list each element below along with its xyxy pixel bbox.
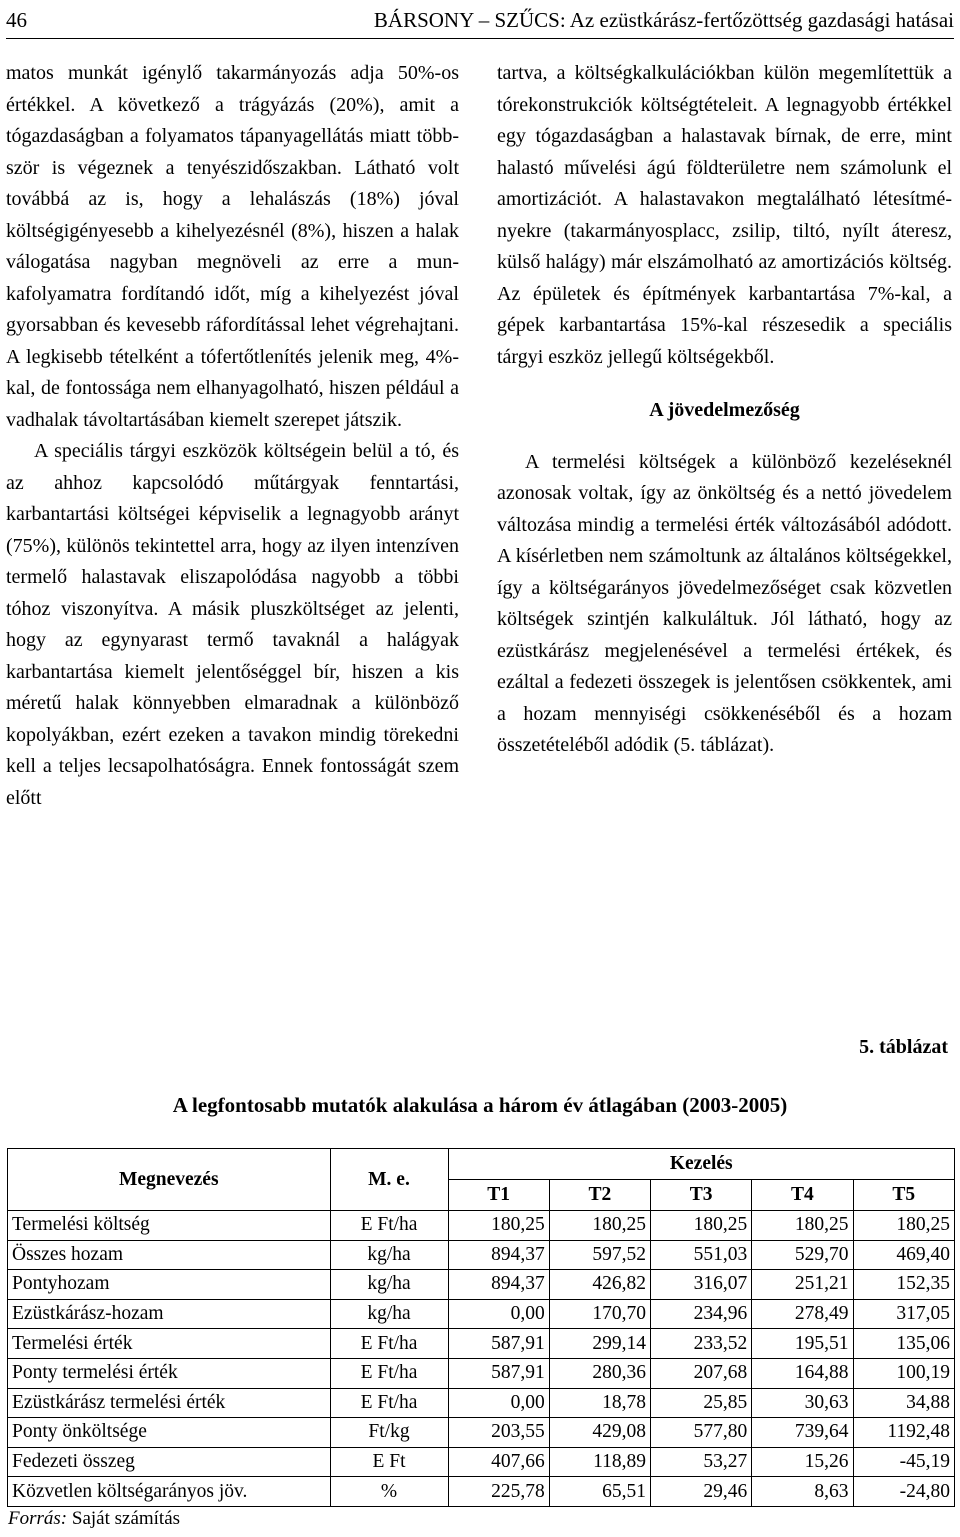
cell-t1: 587,91 <box>448 1358 549 1388</box>
row-name: Ponty önköltsége <box>8 1418 331 1448</box>
cell-t2: 180,25 <box>549 1211 650 1241</box>
row-name: Összes hozam <box>8 1240 331 1270</box>
cell-t2: 118,89 <box>549 1447 650 1477</box>
cell-t5: 100,19 <box>853 1358 955 1388</box>
row-unit: E Ft/ha <box>330 1358 448 1388</box>
cell-t4: 195,51 <box>752 1329 853 1359</box>
right-paragraph-1: tartva, a költségkalkulációkban külön megemlítettük a tórekonstrukciók költségtételeit. A legnagyobb értékkel egy tógazdaságban a halastavak bírnak, de erre, mint halastó művelési ágú földterületre nem számolunk el amortizációt. A halastavakon megtalálható létesítményekre (takarmányosplacc, zsilip, tiltó, nyílt áteresz, külső halágy) már elszámolható az amortizációs költség. Az épületek és építmények karbantartása 7%-kal, a gépek karbantartása 15%-kal részesedik a speciális tárgyi eszköz jellegű költségekből. <box>497 62 952 368</box>
cell-t3: 207,68 <box>651 1358 752 1388</box>
header-t3: T3 <box>651 1180 752 1211</box>
cell-t2: 65,51 <box>549 1477 650 1507</box>
cell-t2: 170,70 <box>549 1299 650 1329</box>
cell-t5: 469,40 <box>853 1240 955 1270</box>
row-unit: kg/ha <box>330 1270 448 1300</box>
cell-t4: 529,70 <box>752 1240 853 1270</box>
source-label: Forrás: <box>8 1508 68 1529</box>
cell-t5: 1192,48 <box>853 1418 955 1448</box>
table-row <box>8 1418 955 1448</box>
running-title: BÁRSONY – SZŰCS: Az ezüstkárász-fertőzöttség gazdasági hatásai <box>373 8 954 32</box>
cell-t4: 8,63 <box>752 1477 853 1507</box>
cell-t5: -45,19 <box>853 1447 955 1477</box>
row-name: Ezüstkárász termelési érték <box>8 1388 331 1418</box>
cell-t5: 34,88 <box>853 1388 955 1418</box>
row-name: Ponty termelési érték <box>8 1358 331 1388</box>
cell-t3: 29,46 <box>651 1477 752 1507</box>
cell-t1: 0,00 <box>448 1388 549 1418</box>
table-row <box>8 1240 955 1270</box>
table-row <box>8 1447 955 1477</box>
cell-t3: 233,52 <box>651 1329 752 1359</box>
cell-t1: 0,00 <box>448 1299 549 1329</box>
header-t1: T1 <box>448 1180 549 1211</box>
cell-t5: 135,06 <box>853 1329 955 1359</box>
table-number: 5. táblázat <box>859 1036 948 1058</box>
cell-t4: 164,88 <box>752 1358 853 1388</box>
header-unit: M. e. <box>330 1149 448 1211</box>
cell-t2: 597,52 <box>549 1240 650 1270</box>
cell-t3: 316,07 <box>651 1270 752 1300</box>
table-body <box>8 1211 955 1507</box>
cell-t5: 152,35 <box>853 1270 955 1300</box>
cell-t3: 25,85 <box>651 1388 752 1418</box>
cell-t2: 429,08 <box>549 1418 650 1448</box>
row-unit: Ft/kg <box>330 1418 448 1448</box>
row-name: Pontyhozam <box>8 1270 331 1300</box>
cell-t2: 299,14 <box>549 1329 650 1359</box>
results-table <box>7 1148 955 1507</box>
cell-t1: 180,25 <box>448 1211 549 1241</box>
row-unit: kg/ha <box>330 1299 448 1329</box>
row-name: Közvetlen költségarányos jöv. <box>8 1477 331 1507</box>
row-name: Ezüstkárász-hozam <box>8 1299 331 1329</box>
row-unit: E Ft/ha <box>330 1211 448 1241</box>
right-column <box>497 58 952 762</box>
row-name: Termelési érték <box>8 1329 331 1359</box>
cell-t2: 426,82 <box>549 1270 650 1300</box>
row-unit: E Ft/ha <box>330 1388 448 1418</box>
section-heading: A jövedelmezőség <box>649 399 800 421</box>
cell-t4: 180,25 <box>752 1211 853 1241</box>
source-text: Saját számítás <box>71 1508 181 1529</box>
table-source <box>8 1508 180 1530</box>
cell-t4: 278,49 <box>752 1299 853 1329</box>
cell-t4: 30,63 <box>752 1388 853 1418</box>
table-row <box>8 1270 955 1300</box>
cell-t5: 317,05 <box>853 1299 955 1329</box>
cell-t2: 280,36 <box>549 1358 650 1388</box>
cell-t4: 251,21 <box>752 1270 853 1300</box>
cell-t1: 225,78 <box>448 1477 549 1507</box>
page-number: 46 <box>6 8 27 32</box>
cell-t3: 551,03 <box>651 1240 752 1270</box>
header-t2: T2 <box>549 1180 650 1211</box>
right-paragraph-2: A termelési költségek a különböző kezeléseknél azonosak voltak, így az önköltség és a nettó jövedelem változása mindig a termelési érték változásából adódott. A kísérletben nem számoltunk az általános költségekkel, így a költségarányos jövedelmezőséget csak közvetlen költségek szintjén kalkuláltuk. Jól látható, hogy az ezüstkárász megjelenésével a termelési értékek, és ezáltal a fedezeti összegek is jelentősen csökkentek, ami a hozam mennyiségi csökkenéséből és a hozam összetételéből adódik (5. táblázat). <box>497 450 952 756</box>
cell-t3: 577,80 <box>651 1418 752 1448</box>
cell-t5: 180,25 <box>853 1211 955 1241</box>
cell-t3: 53,27 <box>651 1447 752 1477</box>
cell-t1: 407,66 <box>448 1447 549 1477</box>
table-row <box>8 1388 955 1418</box>
header-name: Megnevezés <box>8 1149 331 1211</box>
header-t4: T4 <box>752 1180 853 1211</box>
table-row <box>8 1329 955 1359</box>
cell-t4: 15,26 <box>752 1447 853 1477</box>
left-column <box>6 58 459 814</box>
table-row <box>8 1299 955 1329</box>
cell-t4: 739,64 <box>752 1418 853 1448</box>
cell-t3: 234,96 <box>651 1299 752 1329</box>
cell-t1: 203,55 <box>448 1418 549 1448</box>
row-name: Termelési költség <box>8 1211 331 1241</box>
row-unit: kg/ha <box>330 1240 448 1270</box>
row-unit: E Ft <box>330 1447 448 1477</box>
table-row <box>8 1211 955 1241</box>
cell-t1: 587,91 <box>448 1329 549 1359</box>
table-row <box>8 1358 955 1388</box>
cell-t1: 894,37 <box>448 1240 549 1270</box>
row-unit: % <box>330 1477 448 1507</box>
header-t5: T5 <box>853 1180 955 1211</box>
row-unit: E Ft/ha <box>330 1329 448 1359</box>
left-paragraph-1: matos munkát igénylő takarmányozás adja 50%-os értékkel. A következő a trágyázás (20%), amit a tógazdaságban a folyamatos tápanyagellátás miatt többször is végeznek a tenyészidőszakban. Látható volt továbbá az is, hogy a lehalászás (18%) jóval költségigényesebb a kihelyezésnél (8%), hiszen a halak válogatása nagyban megnöveli az erre a munkafolyamatra fordítandó időt, míg a kihelyezést jóval gyorsabban és kevesebb ráfordítással lehet végrehajtani. A legkisebb tételként a tófertőtlenítés jelenik meg, 4%-kal, de fontossága nem elhanyagolható, hiszen például a vadhalak távoltartásában kiemelt szerepet játszik. <box>6 62 459 431</box>
header-group: Kezelés <box>448 1149 955 1180</box>
cell-t5: -24,80 <box>853 1477 955 1507</box>
left-paragraph-2: A speciális tárgyi eszközök költségein belül a tó, és az ahhoz kapcsolódó műtárgyak fenntartási, karbantartási költségei képviselik a legnagyobb arányt (75%), különös tekintettel arra, hogy az ilyen intenzíven termelő halastavak eliszapolódása nagyobb a többi tóhoz viszonyítva. A másik pluszköltséget az jelenti, hogy az egynyarast termő tavaknál a halágyak karbantartása kiemelt jelentőséggel bír, hiszen a kis méretű halak könnyebben elmaradnak a különböző kopolyákban, ezért ezeken a tavakon mindig törekedni kell a teljes lecsapolhatóságra. Ennek fontosságát szem előtt <box>6 440 459 809</box>
running-header <box>6 4 954 39</box>
cell-t3: 180,25 <box>651 1211 752 1241</box>
table-title: A legfontosabb mutatók alakulása a három év átlagában (2003-2005) <box>172 1093 788 1117</box>
row-name: Fedezeti összeg <box>8 1447 331 1477</box>
cell-t2: 18,78 <box>549 1388 650 1418</box>
table-row <box>8 1477 955 1507</box>
cell-t1: 894,37 <box>448 1270 549 1300</box>
